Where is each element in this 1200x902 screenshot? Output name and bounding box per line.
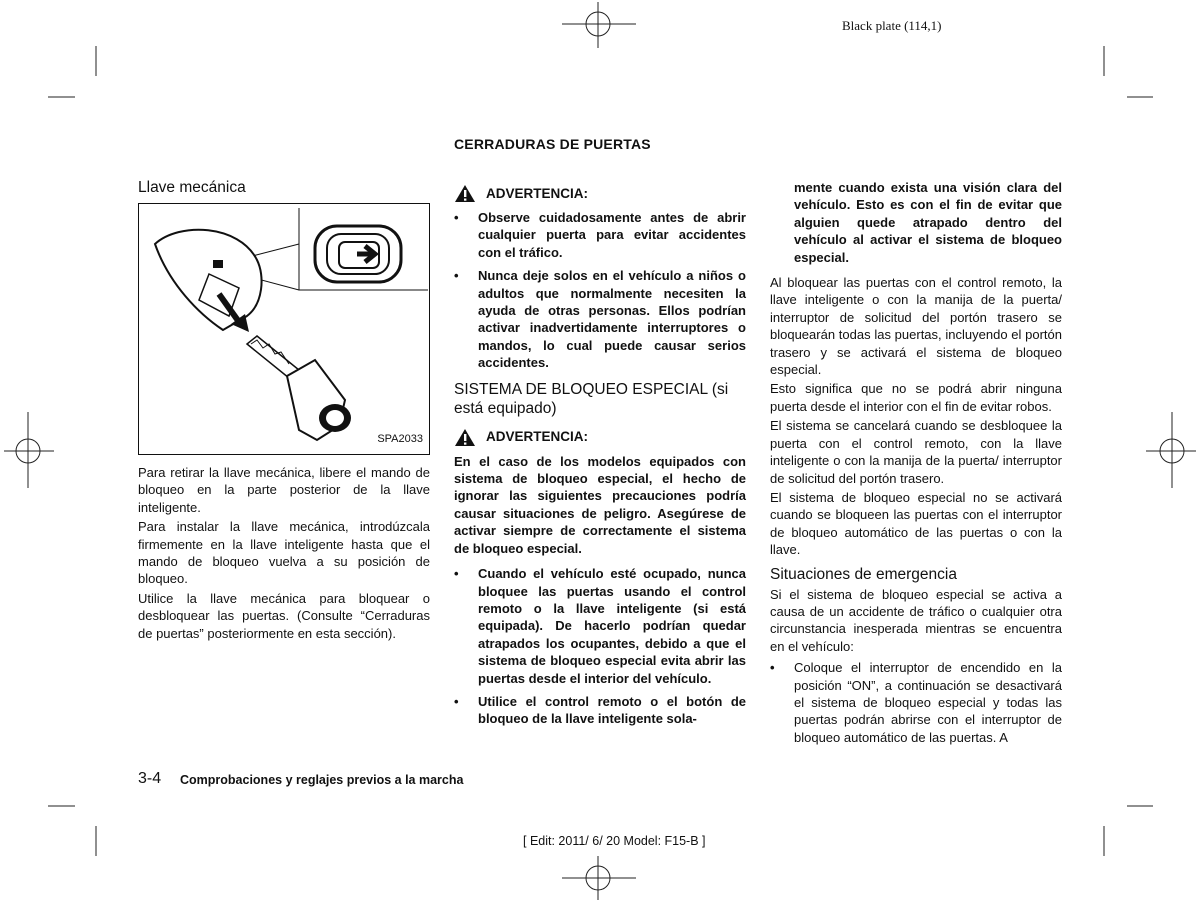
paragraph: Para instalar la llave mecánica, introdúzcala firmemente en la llave inteligente hasta que el mando de bloqueo vuelva a su posición de bloqueo. xyxy=(138,519,430,587)
list-item: • Utilice el control remoto o el botón de bloqueo de la llave inteligente sola- xyxy=(454,693,746,728)
warning-title: ADVERTENCIA: xyxy=(486,185,589,201)
subheading-emergencia: Situaciones de emergencia xyxy=(770,565,957,583)
warning-title: ADVERTENCIA: xyxy=(486,429,589,445)
warning-triangle-icon xyxy=(454,428,476,447)
paragraph: El sistema se cancelará cuando se desbloquee la puerta con el control remoto, con la llave inteligente o con la manija de la puerta/ interruptor de solicitud del portón trasero. xyxy=(770,418,1062,486)
warning-continued: mente cuando exista una visión clara del vehículo. Esto es con el fin de evitar que alguien quede atrapado dentro del vehículo al activar el sistema de bloqueo especial. xyxy=(794,180,1062,265)
edit-info: [ Edit: 2011/ 6/ 20 Model: F15-B ] xyxy=(523,834,706,848)
warning-header xyxy=(454,428,746,447)
page-number: 3-4 xyxy=(138,770,162,787)
section-title: CERRADURAS DE PUERTAS xyxy=(454,136,651,152)
warning-header xyxy=(454,184,746,203)
list-item: • Observe cuidadosamente antes de abrir cualquier puerta para evitar accidentes con el tráfico. xyxy=(454,209,746,261)
paragraph: Para retirar la llave mecánica, libere el mando de bloqueo en la parte posterior de la llave inteligente. xyxy=(138,465,430,515)
warning-intro: En el caso de los modelos equipados con sistema de bloqueo especial, el hecho de ignorar las siguientes precauciones podría causar situaciones de peligro. Asegúrese de activar siempre de correctamente el sistema de bloqueo especial. xyxy=(454,453,746,556)
key-figure xyxy=(138,203,430,455)
list-item: • Nunca deje solos en el vehículo a niños o adultos que normalmente necesiten la ayuda de otras personas. Ellos podrían activar inadvertidamente interruptores o mandos, lo cual puede causar serios accidentes. xyxy=(454,267,746,371)
chapter-title: Comprobaciones y reglajes previos a la marcha xyxy=(180,773,464,787)
column-2 xyxy=(454,184,746,734)
paragraph: El sistema de bloqueo especial no se activará cuando se bloqueen las puertas con el interruptor de bloqueo automático de las puertas o con la llave. xyxy=(770,489,1062,558)
emergency-list xyxy=(770,659,1062,746)
subheading-llave-mecanica: Llave mecánica xyxy=(138,179,246,196)
paragraph: Utilice la llave mecánica para bloquear o desbloquear las puertas. (Consulte “Cerraduras de puertas” posteriormente en esta sección). xyxy=(138,590,430,641)
registration-mark-left xyxy=(4,412,54,488)
subheading-sistema-bloqueo: SISTEMA DE BLOQUEO ESPECIAL (si está equipado) xyxy=(454,380,729,417)
paragraph: Si el sistema de bloqueo especial se activa a causa de un accidente de tráfico o cualquier otra circunstancia inesperada mientras se encuentra en el vehículo: xyxy=(770,586,1062,654)
column-3 xyxy=(770,179,1062,752)
plate-label: Black plate (114,1) xyxy=(842,18,942,33)
warning-list xyxy=(454,209,746,372)
paragraph: Al bloquear las puertas con el control remoto, la llave inteligente o con la manija de la puerta/ interruptor de solicitud del portón trasero se bloquearán todas las puertas, incluyendo el portón trasero y se activará el sistema de bloqueo especial. xyxy=(770,275,1062,378)
key-illustration xyxy=(139,204,429,454)
paragraph: Esto significa que no se podrá abrir ninguna puerta desde el interior con el fin de evitar robos. xyxy=(770,381,1062,414)
list-item: • Coloque el interruptor de encendido en la posición “ON”, a continuación se desactivará el sistema de bloqueo especial y todas las puertas podrán abrirse con el interruptor de bloqueo automático de las puertas. A xyxy=(770,659,1062,746)
warning-triangle-icon xyxy=(454,184,476,203)
column-1 xyxy=(138,178,430,644)
figure-code: SPA2033 xyxy=(377,432,423,445)
warning-list xyxy=(454,565,746,728)
registration-mark-bottom xyxy=(562,856,636,900)
list-item: • Cuando el vehículo esté ocupado, nunca bloquee las puertas usando el control remoto o la llave inteligente (si está equipada). De hacerlo podrían quedar atrapados los ocupantes, debido a que el sistema de bloqueo especial evita abrir las puertas desde el interior del vehículo. xyxy=(454,565,746,687)
registration-mark-right xyxy=(1146,412,1196,488)
registration-mark-top xyxy=(562,2,636,48)
